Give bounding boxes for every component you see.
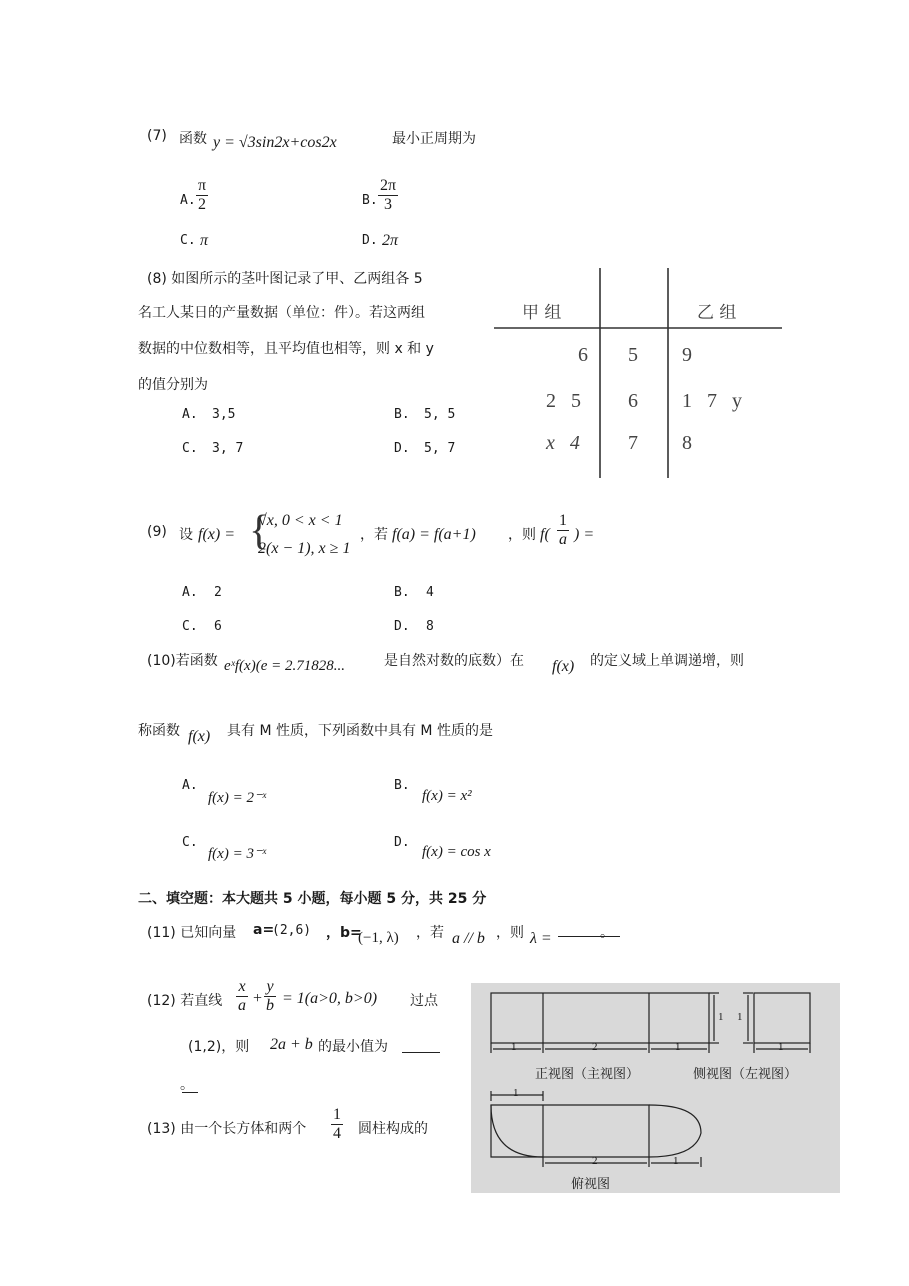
stem-leaf-figure xyxy=(492,268,784,480)
q8-option-a-value: 3,5 xyxy=(212,407,236,422)
q7-option-c-value: π xyxy=(200,232,209,249)
q9-option-a-label: A. xyxy=(182,585,198,600)
q11-condition: a // b xyxy=(452,930,485,947)
q8-option-c-value: 3, 7 xyxy=(212,441,244,456)
top-view-dim-2: 2 xyxy=(592,1155,598,1167)
q13-lead: (13) 由一个长方体和两个 xyxy=(147,1121,307,1137)
q8-line-2: 名工人某日的产量数据（单位：件）。若这两组 xyxy=(138,305,425,321)
q9-option-c-label: C. xyxy=(182,619,198,634)
side-view-label: 侧视图（左视图） xyxy=(693,1067,798,1082)
q12-y: y xyxy=(264,978,276,997)
front-view-dim-3: 1 xyxy=(675,1041,681,1053)
q11-a-label: a= xyxy=(253,922,275,938)
q10-lead: (10)若函数 xyxy=(147,653,218,669)
q12-line2-lead: (1,2)，则 xyxy=(188,1039,250,1055)
q12-x: x xyxy=(236,978,248,997)
q10-line2-lead: 称函数 xyxy=(138,723,180,739)
q9-cond-lead: ，若 xyxy=(360,527,388,543)
front-view-label: 正视图（主视图） xyxy=(535,1067,640,1082)
q11-end: 。 xyxy=(600,925,614,941)
front-view-dim-1: 1 xyxy=(511,1041,517,1053)
q9-case-1: √x, 0 < x < 1 xyxy=(258,512,343,529)
q7-option-a-num: π xyxy=(198,177,207,194)
q12-b: b xyxy=(266,997,274,1014)
q12-line2-tail: 的最小值为 xyxy=(318,1039,388,1055)
q12-answer-blank[interactable] xyxy=(402,1050,440,1053)
q8-option-a-label: A. xyxy=(182,407,198,422)
side-view-width: 1 xyxy=(778,1041,784,1053)
q10-line2-fx: f(x) xyxy=(188,728,211,745)
q9-lead: 设 xyxy=(179,527,193,543)
front-view-height: 1 xyxy=(718,1011,724,1023)
q10-line2-tail: 具有 M 性质，下列函数中具有 M 性质的是 xyxy=(227,723,493,739)
q12-fraction-x xyxy=(236,978,248,1015)
stem-leaf-row-3-stem: 7 xyxy=(628,432,638,454)
side-view-height: 1 xyxy=(737,1011,743,1023)
q7-option-c-label: C. xyxy=(180,233,196,248)
q12-line2-expr: 2a + b xyxy=(270,1036,313,1053)
q11-ask: λ = xyxy=(530,930,552,947)
stem-leaf-header-right: 乙 组 xyxy=(697,303,737,323)
q10-option-b-label: B. xyxy=(394,778,410,793)
q10-option-c-value: f(x) = 3⁻ˣ xyxy=(208,846,267,862)
q7-option-b-label: B. xyxy=(362,193,378,208)
q10-option-a-value: f(x) = 2⁻ˣ xyxy=(208,790,267,806)
q10-option-a-label: A. xyxy=(182,778,198,793)
q7-option-d-value: 2π xyxy=(382,232,399,249)
q10-mid: 是自然对数的底数）在 xyxy=(384,653,524,669)
q7-expression: y = √3sin2x+cos2x xyxy=(213,134,337,151)
three-views-figure xyxy=(471,983,840,1193)
top-view-label: 俯视图 xyxy=(571,1177,611,1192)
q9-ask-f: f( xyxy=(540,526,550,543)
stem-leaf-row-1-right: 9 xyxy=(682,344,692,366)
q8-option-c-label: C. xyxy=(182,441,198,456)
q7-option-d-label: D. xyxy=(362,233,378,248)
section-2-title: 二、填空题：本大题共 5 小题，每小题 5 分，共 25 分 xyxy=(138,891,487,907)
q10-option-c-label: C. xyxy=(182,835,198,850)
q7-option-a-den: 2 xyxy=(198,196,207,213)
q9-option-b-value: 4 xyxy=(426,585,434,600)
q9-option-d-label: D. xyxy=(394,619,410,634)
stem-leaf-row-1-stem: 5 xyxy=(628,344,638,366)
q12-answer-blank-tail[interactable] xyxy=(182,1090,198,1093)
stem-leaf-row-3-left: x 4 xyxy=(546,432,580,454)
q9-condition: f(a) = f(a+1) xyxy=(392,526,476,543)
q9-ask-end: ) = xyxy=(574,526,595,543)
q7-option-b-den: 3 xyxy=(384,196,393,213)
q10-option-b-value: f(x) = x² xyxy=(422,788,472,804)
q8-option-d-value: 5, 7 xyxy=(424,441,456,456)
stem-leaf-row-1-left: 6 xyxy=(578,344,588,366)
q9-f-def: f(x) = xyxy=(198,526,235,543)
q9-ask-fraction xyxy=(557,512,569,549)
q7-option-b-num: 2π xyxy=(380,177,397,194)
q11-b-value: (−1, λ) xyxy=(358,930,399,946)
q11-then: ，则 xyxy=(496,925,524,941)
q11-b-label: ，b= xyxy=(326,925,362,941)
q9-option-c-value: 6 xyxy=(214,619,222,634)
q11-lead: (11) 已知向量 xyxy=(147,925,237,941)
top-view-dim-1: 1 xyxy=(513,1087,519,1099)
top-view-dim-3: 1 xyxy=(673,1155,679,1167)
q9-ask-den: a xyxy=(559,531,567,548)
q13-tail: 圆柱构成的 xyxy=(358,1121,428,1137)
stem-leaf-row-2-right: 1 7 y xyxy=(682,390,742,412)
q12-lead: (12) 若直线 xyxy=(147,993,223,1009)
q9-brace: { xyxy=(249,508,270,554)
q8-line-4: 的值分别为 xyxy=(138,377,208,393)
q9-option-d-value: 8 xyxy=(426,619,434,634)
q13-den: 4 xyxy=(333,1125,341,1142)
stem-leaf-row-2-stem: 6 xyxy=(628,390,638,412)
q12-a: a xyxy=(238,997,246,1014)
q12-plus: + xyxy=(253,990,263,1007)
q10-option-d-value: f(x) = cos x xyxy=(422,844,491,860)
front-view-dim-2: 2 xyxy=(592,1041,598,1053)
q7-tail: 最小正周期为 xyxy=(392,131,476,147)
q12-line3: 。 xyxy=(180,1077,194,1093)
q9-ask-num: 1 xyxy=(559,512,567,529)
q12-equation: = 1(a>0, b>0) xyxy=(282,990,378,1007)
q9-then: ，则 xyxy=(508,527,536,543)
q10-expression: eˣf(x)(e = 2.71828... xyxy=(224,658,345,674)
q11-if: ，若 xyxy=(416,925,444,941)
q7-lead: 函数 xyxy=(179,131,207,147)
q7-option-b-fraction xyxy=(378,177,398,214)
q8-option-d-label: D. xyxy=(394,441,410,456)
q10-option-d-label: D. xyxy=(394,835,410,850)
q10-fx: f(x) xyxy=(552,658,575,675)
q13-num: 1 xyxy=(333,1106,341,1123)
stem-leaf-row-3-right: 8 xyxy=(682,432,692,454)
q9-case-2: 2(x − 1), x ≥ 1 xyxy=(258,540,351,557)
q9-option-b-label: B. xyxy=(394,585,410,600)
q13-fraction xyxy=(331,1106,343,1143)
stem-leaf-header-left: 甲 组 xyxy=(522,303,562,323)
q8-line-1: (8) 如图所示的茎叶图记录了甲、乙两组各 5 xyxy=(147,271,423,287)
q7-number: (7) xyxy=(147,128,167,144)
q7-option-a-fraction xyxy=(196,177,208,214)
q9-number: (9) xyxy=(147,524,167,540)
q9-option-a-value: 2 xyxy=(214,585,222,600)
three-views-drawing xyxy=(471,983,840,1193)
q8-option-b-value: 5, 5 xyxy=(424,407,456,422)
stem-leaf-row-2-left: 2 5 xyxy=(546,390,581,412)
q8-line-3: 数据的中位数相等，且平均值也相等，则 x 和 y xyxy=(138,341,434,357)
q12-pass: 过点 xyxy=(410,993,438,1009)
q8-option-b-label: B. xyxy=(394,407,410,422)
q10-tail: 的定义域上单调递增，则 xyxy=(590,653,744,669)
q11-a-value: (2,6) xyxy=(272,923,312,938)
q7-option-a-label: A. xyxy=(180,193,196,208)
q12-fraction-y xyxy=(264,978,276,1015)
